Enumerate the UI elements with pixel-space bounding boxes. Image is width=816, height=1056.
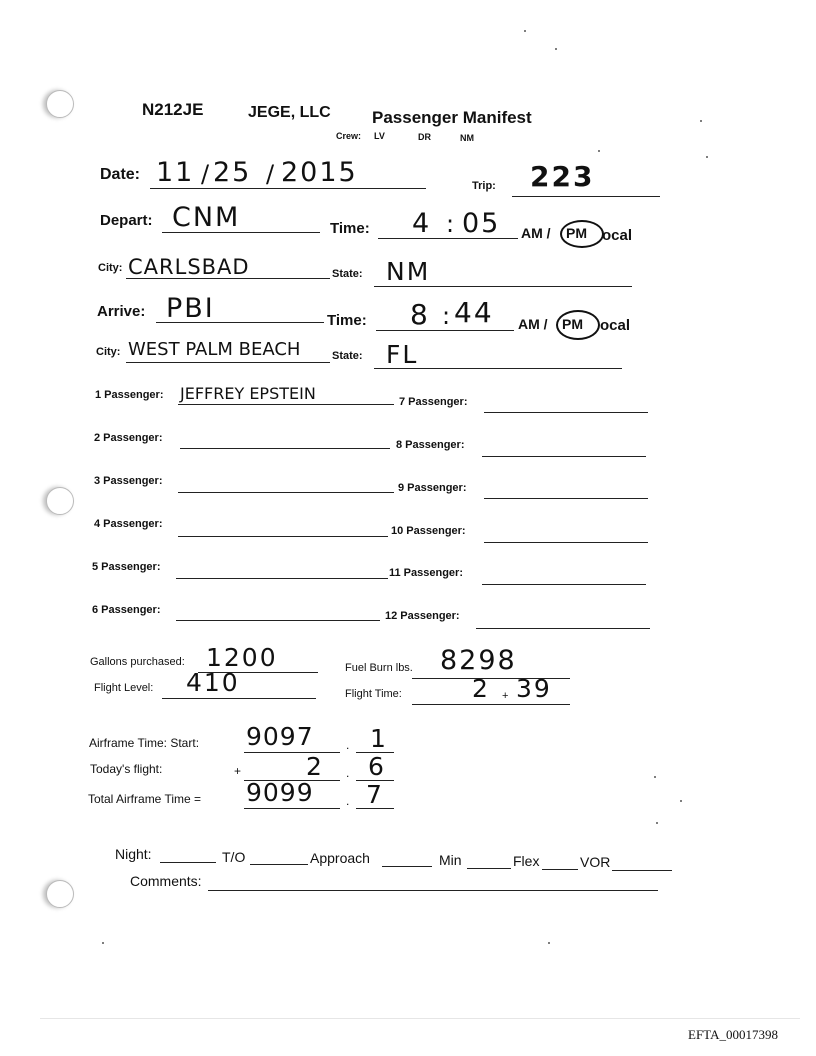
passenger-label: 12 Passenger: — [385, 610, 460, 622]
passenger-label: 9 Passenger: — [398, 482, 467, 494]
depart-label: Depart: — [100, 212, 153, 229]
passenger-line — [484, 498, 648, 499]
arrive-time-label: Time: — [327, 312, 367, 329]
vor-line — [612, 870, 672, 871]
approach-label: Approach — [310, 850, 370, 866]
flight-time-separator: + — [502, 690, 509, 702]
passenger-label: 3 Passenger: — [94, 475, 163, 487]
flight-time-line — [412, 704, 570, 705]
document-title: Passenger Manifest — [372, 108, 532, 127]
depart-pm-label: PM — [566, 225, 587, 241]
airframe-start-label: Airframe Time: Start: — [89, 736, 200, 750]
flight-time-label: Flight Time: — [345, 688, 402, 700]
night-label: Night: — [115, 846, 152, 862]
passenger-label: 6 Passenger: — [92, 604, 161, 616]
date-line — [150, 188, 426, 189]
flex-line — [542, 869, 578, 870]
tail-number: N212JE — [142, 100, 204, 119]
page-edge — [40, 1018, 800, 1019]
total-airframe-whole-line — [244, 808, 340, 809]
total-airframe-whole: 9099 — [246, 778, 314, 807]
crew-member: NM — [460, 133, 474, 143]
passenger-line — [178, 536, 388, 537]
date-month: 11 — [156, 157, 195, 188]
arrive-city-line — [126, 362, 330, 363]
passenger-label: 2 Passenger: — [94, 432, 163, 444]
passenger-line — [178, 404, 394, 405]
depart-state: NM — [386, 257, 431, 286]
arrive-pm-label: PM — [562, 316, 583, 332]
depart-code: CNM — [172, 202, 241, 233]
trip-line — [512, 196, 660, 197]
scan-speck — [524, 30, 526, 32]
depart-colon: : — [446, 210, 457, 238]
arrive-am-pm-label: AM / — [518, 316, 548, 332]
todays-flight-label: Today's flight: — [90, 762, 163, 776]
crew-label: Crew: — [336, 131, 362, 141]
fuel-burn-label: Fuel Burn lbs. — [345, 662, 413, 674]
comments-label: Comments: — [130, 873, 202, 889]
scan-speck — [680, 800, 682, 802]
trip-label: Trip: — [472, 180, 496, 192]
passenger-line — [482, 456, 646, 457]
approach-line — [382, 866, 432, 867]
arrive-colon: : — [442, 302, 453, 330]
todays-flight-dot: . — [346, 766, 350, 780]
arrive-minute: 44 — [454, 296, 494, 329]
passenger-label: 11 Passenger: — [389, 567, 463, 579]
scan-speck — [706, 156, 708, 158]
scan-speck — [555, 48, 557, 50]
scan-speck — [102, 942, 104, 944]
arrive-city: WEST PALM BEACH — [128, 339, 301, 360]
gallons-value: 1200 — [206, 643, 278, 672]
passenger-name: JEFFREY EPSTEIN — [180, 384, 316, 403]
arrive-label: Arrive: — [97, 303, 146, 320]
binder-hole-top — [46, 90, 74, 118]
total-airframe-tenth: 7 — [366, 780, 384, 809]
document-id: EFTA_00017398 — [688, 1027, 778, 1042]
flex-label: Flex — [513, 853, 540, 869]
passenger-line — [176, 620, 380, 621]
total-airframe-dot: . — [346, 794, 350, 808]
depart-state-label: State: — [332, 268, 363, 280]
depart-city-label: City: — [98, 262, 123, 274]
passenger-line — [484, 412, 648, 413]
vor-label: VOR — [580, 854, 611, 870]
arrive-time-line — [376, 330, 514, 331]
flight-level-line — [162, 698, 316, 699]
passenger-label: 5 Passenger: — [92, 561, 161, 573]
date-separator: / — [266, 160, 277, 188]
binder-hole-bottom — [46, 880, 74, 908]
depart-state-line — [374, 286, 632, 287]
depart-am-pm-label: AM / — [521, 225, 551, 241]
depart-local-suffix: ocal — [602, 227, 633, 244]
min-line — [467, 868, 511, 869]
passenger-label: 1 Passenger: — [95, 389, 164, 401]
date-separator: / — [201, 160, 212, 188]
date-label: Date: — [100, 166, 141, 183]
passenger-line — [482, 584, 646, 585]
gallons-label: Gallons purchased: — [90, 656, 185, 668]
passenger-line — [176, 578, 388, 579]
scan-speck — [598, 150, 600, 152]
arrive-city-label: City: — [96, 346, 121, 358]
date-year: 2015 — [281, 157, 358, 188]
date-day: 25 — [213, 157, 252, 188]
arrive-local-suffix: ocal — [600, 317, 631, 334]
night-line — [160, 862, 216, 863]
company-name: JEGE, LLC — [248, 104, 331, 121]
passenger-label: 10 Passenger: — [391, 525, 466, 537]
depart-minute: 05 — [462, 208, 501, 239]
scan-speck — [700, 120, 702, 122]
depart-hour: 4 — [412, 208, 432, 239]
arrive-hour: 8 — [410, 298, 430, 331]
binder-hole-middle — [46, 487, 74, 515]
takeoff-line — [250, 864, 308, 865]
scan-speck — [548, 942, 550, 944]
depart-time-label: Time: — [330, 220, 370, 237]
scan-speck — [654, 776, 656, 778]
todays-flight-whole: 2 — [306, 752, 324, 781]
arrive-code: PBI — [166, 293, 215, 324]
passenger-label: 7 Passenger: — [399, 396, 468, 408]
scan-speck — [656, 822, 658, 824]
flight-time-minutes: 39 — [516, 674, 552, 703]
crew-member: DR — [418, 132, 431, 142]
passenger-label: 4 Passenger: — [94, 518, 163, 530]
arrive-state: FL — [386, 340, 419, 369]
passenger-line — [484, 542, 648, 543]
flight-level-value: 410 — [186, 668, 240, 697]
passenger-label: 8 Passenger: — [396, 439, 465, 451]
flight-level-label: Flight Level: — [94, 682, 154, 694]
airframe-start-whole-line — [244, 752, 340, 753]
airframe-start-whole: 9097 — [246, 722, 314, 751]
fuel-burn-value: 8298 — [440, 645, 517, 676]
arrive-state-label: State: — [332, 350, 363, 362]
airframe-start-dot: . — [346, 738, 350, 752]
todays-flight-plus: + — [234, 764, 242, 778]
trip-number: 223 — [530, 160, 595, 193]
passenger-line — [180, 448, 390, 449]
takeoff-label: T/O — [222, 849, 246, 865]
crew-member: LV — [374, 131, 385, 141]
flight-time-hours: 2 — [472, 674, 490, 703]
depart-city: CARLSBAD — [128, 255, 250, 279]
passenger-line — [178, 492, 394, 493]
todays-flight-tenth: 6 — [368, 752, 386, 781]
min-label: Min — [439, 852, 462, 868]
comments-line — [208, 890, 658, 891]
airframe-start-tenth: 1 — [370, 724, 388, 753]
total-airframe-label: Total Airframe Time = — [88, 792, 202, 806]
passenger-line — [476, 628, 650, 629]
